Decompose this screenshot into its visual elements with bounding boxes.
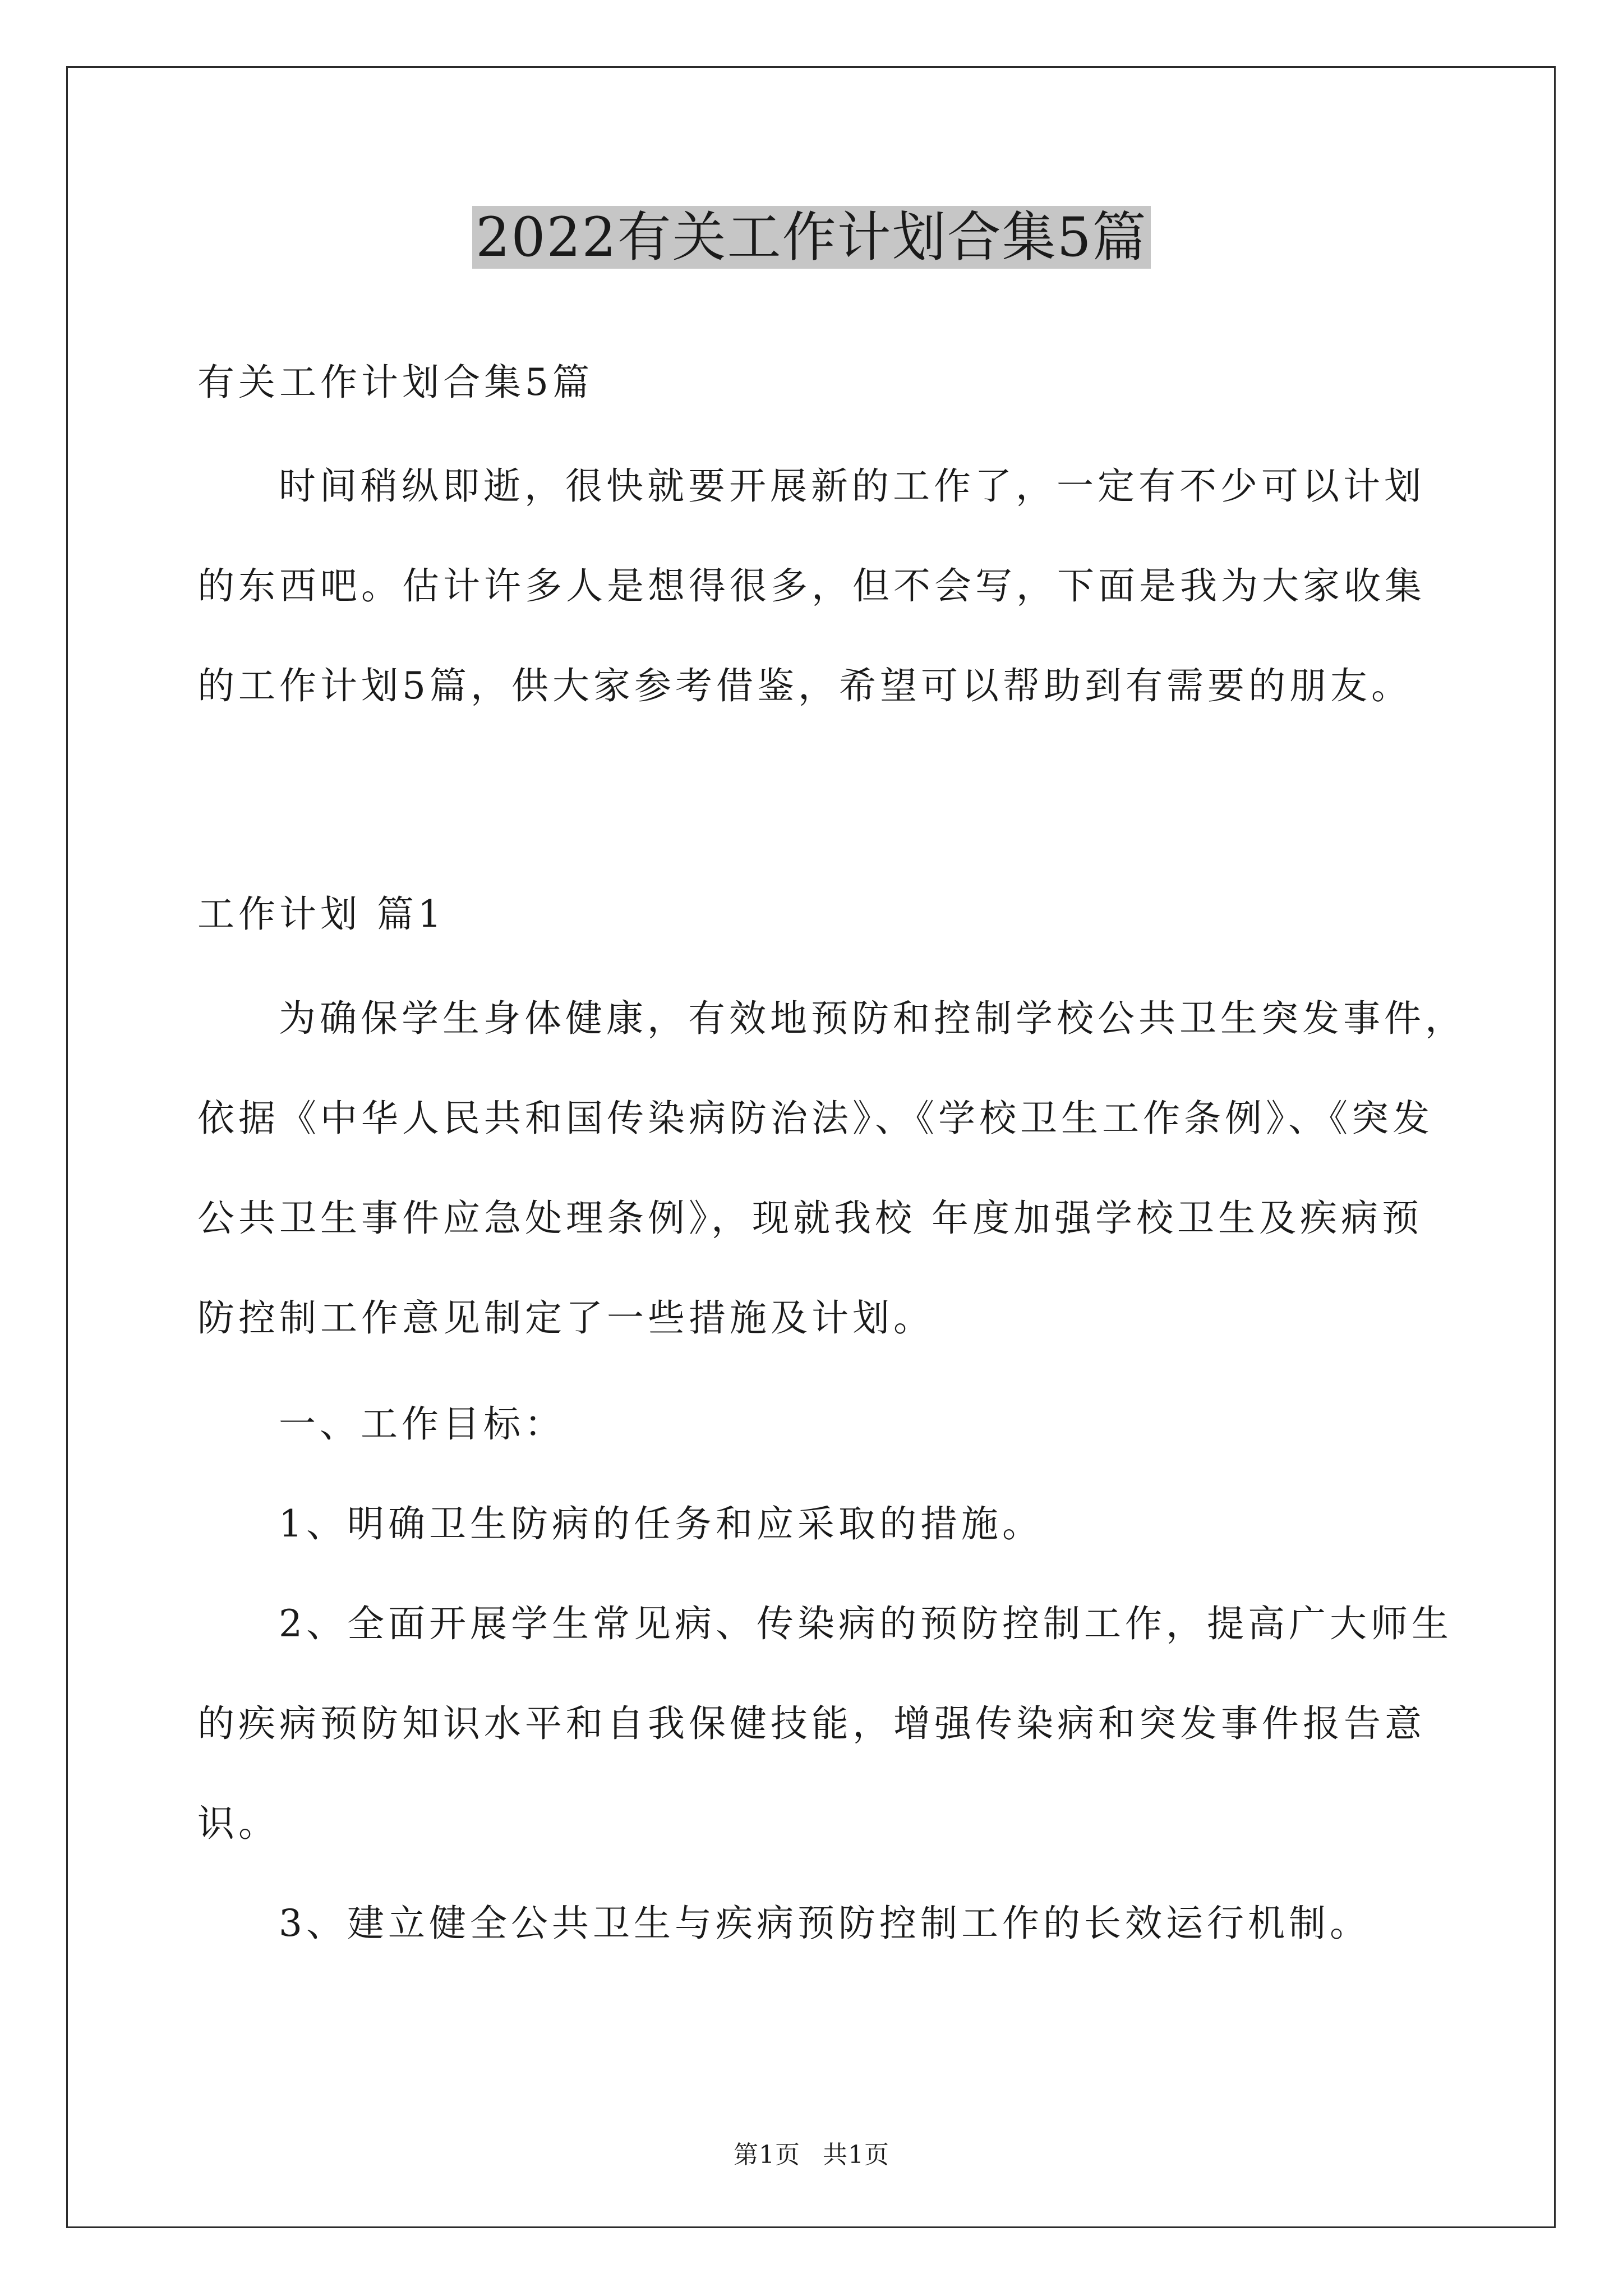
section-line: 为确保学生身体健康，有效地预防和控制学校公共卫生突发事件， xyxy=(279,997,1466,1040)
goals-heading: 一、工作目标： xyxy=(279,1402,565,1446)
goal-item-2-line: 2、全面开展学生常见病、传染病的预防控制工作，提高广大师生 xyxy=(279,1602,1453,1645)
intro-paragraph xyxy=(197,436,1431,736)
intro-line: 的东西吧。估计许多人是想得很多，但不会写，下面是我为大家收集 xyxy=(197,564,1426,608)
page-total: 共1页 xyxy=(823,2141,889,2169)
goal-item-2-line: 识。 xyxy=(197,1802,279,1845)
goal-item-3: 3、建立健全公共卫生与疾病预防控制工作的长效运行机制。 xyxy=(279,1902,1371,1945)
section-line: 防控制工作意见制定了一些措施及计划。 xyxy=(197,1296,934,1340)
page-footer xyxy=(0,2134,1623,2170)
intro-line: 的工作计划5篇，供大家参考借鉴，希望可以帮助到有需要的朋友。 xyxy=(197,664,1412,707)
goal-item-1: 1、明确卫生防病的任务和应采取的措施。 xyxy=(279,1502,1043,1545)
document-title xyxy=(0,201,1623,274)
goals-block xyxy=(197,1374,1453,1973)
section-line: 依据《中华人民共和国传染病防治法》、《学校卫生工作条例》、《突发 xyxy=(197,1097,1433,1140)
section-line: 公共卫生事件应急处理条例》，现就我校 年度加强学校卫生及疾病预 xyxy=(197,1197,1423,1240)
intro-line: 时间稍纵即逝，很快就要开展新的工作了，一定有不少可以计划 xyxy=(279,464,1425,508)
document-subtitle: 有关工作计划合集5篇 xyxy=(197,361,593,404)
section-paragraph xyxy=(197,969,1466,1368)
document-title-text: 2022有关工作计划合集5篇 xyxy=(472,206,1150,269)
page-number: 第1页 xyxy=(734,2141,800,2169)
section-heading: 工作计划 篇1 xyxy=(197,892,445,936)
goal-item-2-line: 的疾病预防知识水平和自我保健技能，增强传染病和突发事件报告意 xyxy=(197,1702,1426,1745)
